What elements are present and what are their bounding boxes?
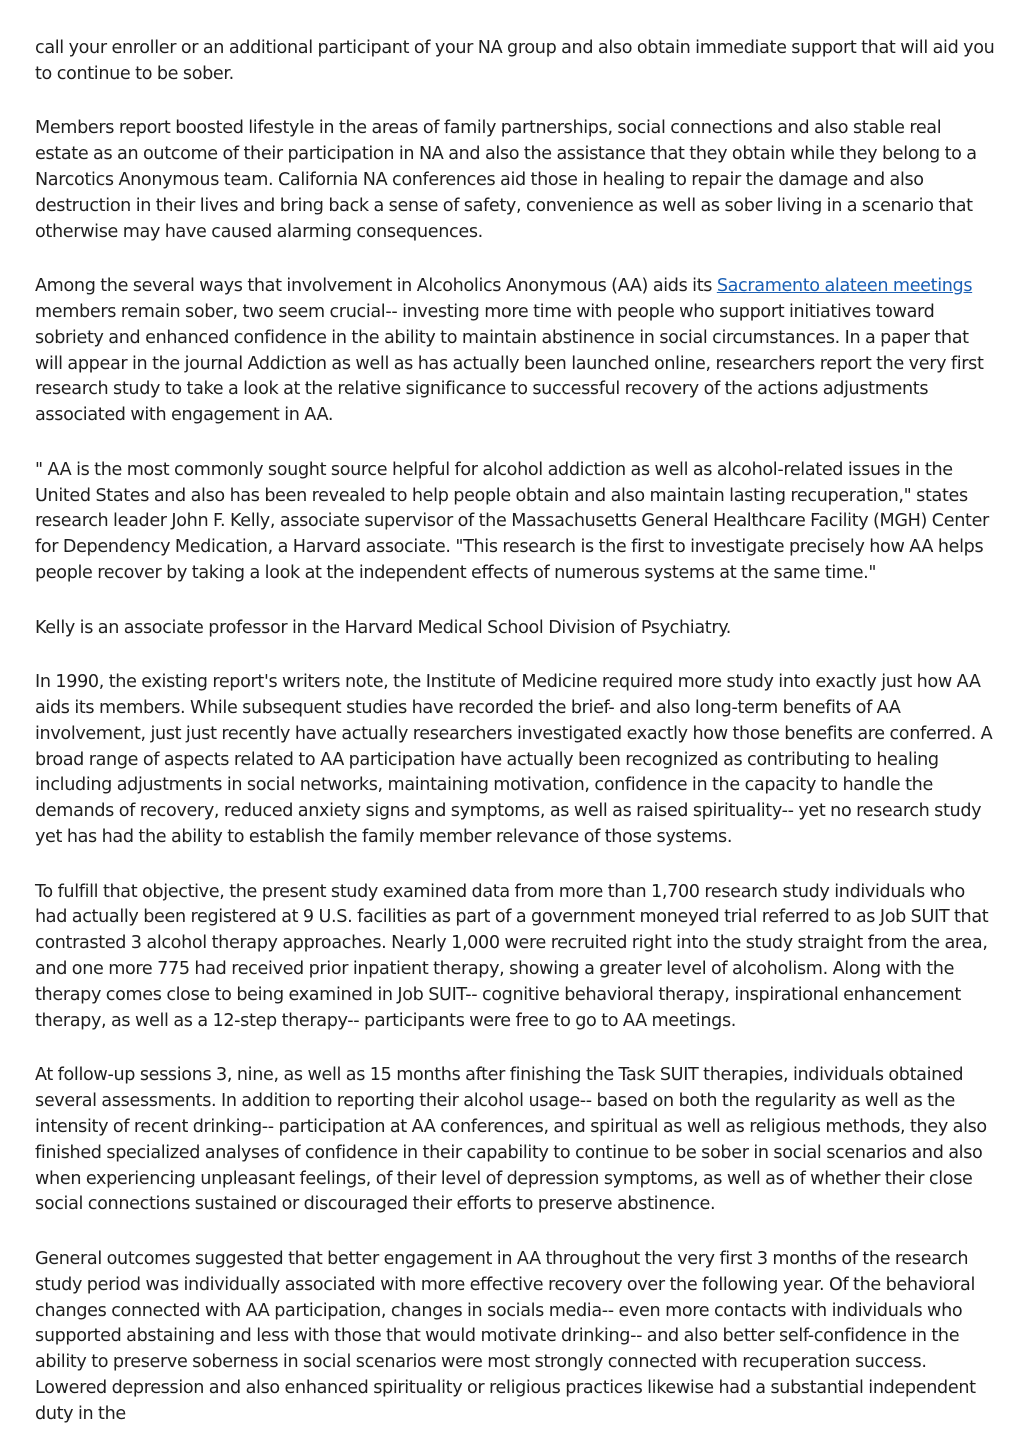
paragraph-1: call your enroller or an additional participant of your NA group and also obtain immediate support that will aid you to continue to be sober. bbox=[35, 38, 995, 84]
paragraph-8: At follow-up sessions 3, nine, as well as 15 months after finishing the Task SUIT therapies, individuals obtained several assessments. In addition to reporting their alcohol usage-- based on both the regularity as well as the intensity of recent drinking-- participation at AA conferences, and spiritual as well as religious methods, they also finished specialized analyses of confidence in their capability to continue to be sober in social scenarios and also when experiencing unpleasant feelings, of their level of depression symptoms, as well as of whether their close social connections sustained or discouraged their efforts to preserve abstinence. bbox=[35, 1065, 987, 1215]
paragraph-4: " AA is the most commonly sought source helpful for alcohol addiction as well as alcohol-related issues in the United States and also has been revealed to help people obtain and also maintain lasting recuperation," states research leader John F. Kelly, associate supervisor of the Massachusetts General Healthcare Facility (MGH) Center for Dependency Medication, a Harvard associate. "This research is the first to investigate precisely how AA helps people recover by taking a look at the independent effects of numerous systems at the same time." bbox=[35, 459, 989, 584]
paragraph-9: General outcomes suggested that better engagement in AA throughout the very first 3 months of the research study period was individually associated with more effective recovery over the following year. Of the behavioral changes connected with AA participation, changes in socials media-- even more contacts with individuals who supported abstaining and less with those that would motivate drinking-- and also better self-confidence in the ability to preserve soberness in social scenarios were most strongly connected with recuperation success. Lowered depression and also enhanced spirituality or religious practices likewise had a substantial independent duty in the bbox=[35, 1248, 976, 1424]
paragraph-3-lead-text: Among the several ways that involvement in Alcoholics Anonymous (AA) aids its bbox=[35, 276, 717, 297]
sacramento-alateen-meetings-link[interactable]: Sacramento alateen meetings bbox=[716, 276, 973, 297]
paragraph-3-trailing-text: members remain sober, two seem crucial-- investing more time with people who support initiatives toward sobriety and enhanced confidence in the ability to maintain abstinence in social circumstances. In a paper that will appear in the journal Addiction as well as has actually been launched online, researchers report the very first research study to take a look at the relative significance to successful recovery of the actions adjustments associated with engagement in AA. bbox=[35, 301, 984, 426]
paragraph-2: Members report boosted lifestyle in the areas of family partnerships, social connections and also stable real estate as an outcome of their participation in NA and also the assistance that they obtain while they belong to a Narcotics Anonymous team. California NA conferences aid those in healing to repair the damage and also destruction in their lives and bring back a sense of safety, convenience as well as sober living in a scenario that otherwise may have caused alarming consequences. bbox=[35, 118, 977, 242]
document-body bbox=[35, 36, 995, 1428]
paragraph-6: In 1990, the existing report's writers note, the Institute of Medicine required more study into exactly just how AA aids its members. While subsequent studies have recorded the brief- and also long-term benefits of AA involvement, just just recently have actually researchers investigated exactly how those benefits are conferred. A broad range of aspects related to AA participation have actually been recognized as contributing to healing including adjustments in social networks, maintaining motivation, confidence in the capacity to handle the demands of recovery, reduced anxiety signs and symptoms, as well as raised spirituality-- yet no research study yet has had the ability to establish the family member relevance of those systems. bbox=[35, 672, 993, 848]
paragraph-5: Kelly is an associate professor in the Harvard Medical School Division of Psychiatry. bbox=[35, 617, 732, 638]
paragraph-3 bbox=[35, 274, 995, 429]
paragraph-7: To fulfill that objective, the present study examined data from more than 1,700 research study individuals who had actually been registered at 9 U.S. facilities as part of a government moneyed trial referred to as Job SUIT that contrasted 3 alcohol therapy approaches. Nearly 1,000 were recruited right into the study straight from the area, and one more 775 had received prior inpatient therapy, showing a greater level of alcoholism. Along with the therapy comes close to being examined in Job SUIT-- cognitive behavioral therapy, inspirational enhancement therapy, as well as a 12-step therapy-- participants were free to go to AA meetings. bbox=[35, 881, 989, 1031]
